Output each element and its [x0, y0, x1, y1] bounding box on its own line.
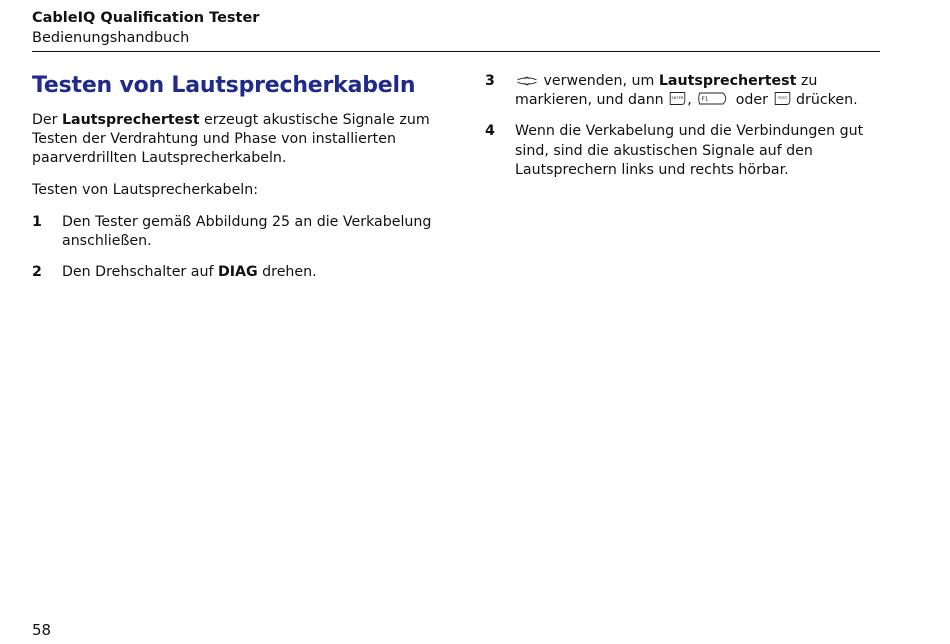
step-number: 2	[32, 264, 42, 281]
step-text-pre: verwenden, um	[539, 73, 659, 89]
step-4	[485, 122, 885, 180]
intro-text-bold: Lautsprechertest	[62, 112, 200, 128]
step-number: 3	[485, 73, 495, 89]
intro-text-pre: Der	[32, 112, 62, 128]
lead-paragraph: Testen von Lautsprecherkabeln:	[32, 181, 259, 198]
header-divider	[32, 51, 880, 52]
section-title: Testen von Lautsprecherkabeln	[32, 73, 416, 98]
step-text-post: drücken.	[791, 92, 858, 109]
product-name: CableIQ Qualification Tester	[32, 10, 260, 26]
step-text-bold: Lautsprechertest	[658, 73, 797, 89]
step-text: Wenn die Verkabelung und die Verbindungen gut sind, sind die akustischen Signale auf den Lautsprechern links und rechts hörbar.	[515, 123, 864, 178]
step-text	[62, 263, 432, 282]
enter-key-label: ENTER	[671, 96, 684, 101]
step-text-sep2: oder	[731, 92, 773, 109]
step-number: 1	[32, 213, 42, 230]
intro-paragraph	[32, 111, 432, 169]
step-text	[515, 72, 885, 110]
step-2	[32, 263, 432, 282]
step-text: Den Tester gemäß Abbildung 25 an die Verkabelung anschließen.	[62, 213, 432, 250]
enter-key-icon	[669, 91, 686, 106]
intro-text-post: erzeugt akustische Signale zum Testen der Verdrahtung und Phase von installierten paarverdrillten Lautsprecherkabeln.	[32, 112, 430, 167]
running-header	[32, 8, 880, 48]
step-text-mid: zu markieren, und dann	[515, 73, 818, 109]
test-key-icon	[774, 91, 791, 106]
page-number: 58	[32, 621, 52, 639]
step-number: 4	[485, 123, 495, 140]
step-text-bold: DIAG	[217, 264, 258, 281]
step-text-sep1: ,	[687, 92, 697, 109]
step-1	[32, 213, 432, 251]
f1-key-label: F1	[701, 96, 709, 103]
step-text-pre: Den Drehschalter auf	[62, 264, 218, 281]
f1-key-icon	[697, 91, 730, 106]
step-text-post: drehen.	[257, 264, 317, 281]
left-column	[32, 70, 432, 282]
arrow-keys-icon	[516, 75, 538, 87]
right-column	[485, 72, 885, 180]
step-3	[485, 72, 885, 110]
manual-name: Bedienungshandbuch	[32, 30, 190, 46]
test-key-label: TEST	[777, 95, 787, 101]
